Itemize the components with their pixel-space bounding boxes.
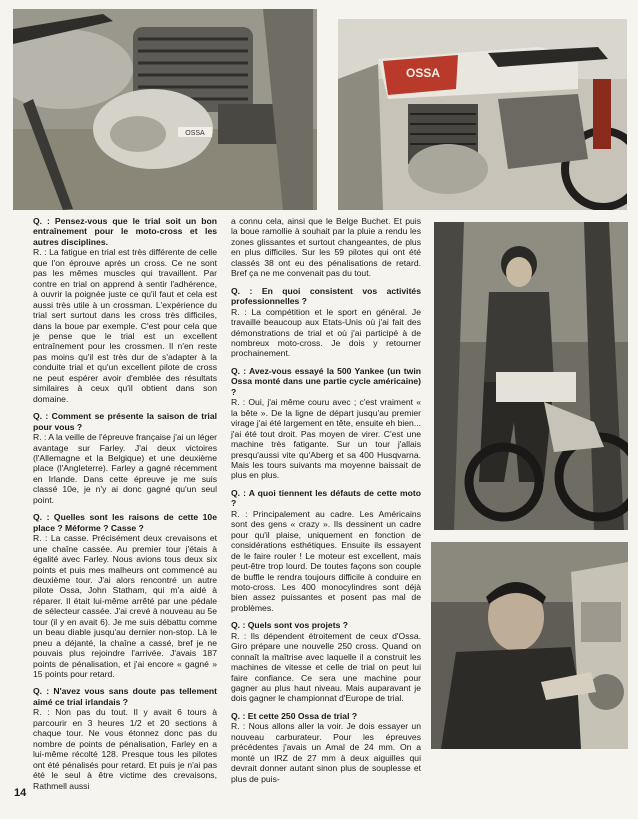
qa-pair (33, 411, 217, 505)
question: Q. : N'avez vous sans doute pas tellement aimé ce trial irlandais ? (33, 686, 217, 707)
qa-pair (33, 216, 217, 404)
answer: R. : La fatigue en trial est très différente de celle que l'on éprouve après un cross. Ce ne sont pas les mêmes muscles qui travaillent. Par contre en trial on apprend à sentir l'adhérence, à ouvrir la poignée juste ce qu'il faut et cela est aussi très utile à un crossman. L'expérience du trial sert surtout dans les cross très difficiles, dans la boue par exemple. C'est pour cela que je pense que le trial est un excellent entraînement pour les crossmen. Il n'en reste pas moins qu'il est très dur de s'adapter à la conduite trial et qu'un excellent pilote de cross ne peut espérer avoir d'emblée des résultats similaires à ceux qu'il obtient dans son domaine. (33, 247, 217, 404)
engine-badge: OSSA (185, 130, 205, 137)
question: Q. : Quels sont vos projets ? (231, 620, 348, 631)
question: Q. : Pensez-vous que le trial soit un bon entraînement pour le moto-cross et les autres disciplines. (33, 216, 217, 247)
photo-mechanic (431, 542, 628, 749)
qa-pair (231, 620, 421, 704)
question: Q. : Et cette 250 Ossa de trial ? (231, 710, 358, 721)
qa-pair (231, 286, 421, 359)
qa-pair (231, 366, 421, 481)
answer: R. : La compétition et le sport en général. Je travaille beaucoup aux Etats-Unis où j'ai fait des démonstrations de trial et où j'ai participé à de nombreux moto-cross. Je dois y retourner prochainement. (231, 306, 421, 359)
qa-pair (231, 711, 421, 784)
answer: a connu cela, ainsi que le Belge Buchet. Et puis la boue ramollie à souhait par la pluie a rendu les zones glissantes et surtout changeantes, de plus en plus difficiles. Sur les 59 pilotes qui ont été classés 38 ont eu des pénalisations de retard. Bref ça ne me convenait pas du tout. (231, 216, 421, 279)
answer: R. : A la veille de l'épreuve française j'ai un léger avantage sur Farley. J'ai deux victoires (l'Allemagne et la Belgique) et une deuxième place (l'Angleterre). Farley a gagné récemment en Irlande. Dans cette épreuve je me suis classé 10e, je n'y ai donc gagné qu'un seul point. (33, 432, 217, 505)
answer: R. : Oui, j'ai même couru avec ; c'est vraiment « la bête ». De la ligne de départ jusqu'au premier virage j'ai été largement en tête, ensuite eh bien... j'ai été tout droit. Pas moyen de virer. C'est une machine très fatigante. Sur un tour j'allais presqu'aussi vite qu'Aberg et sa 400 Husqvarna. Mais les tours suivants ma moyenne baissait de plus en plus. (231, 397, 421, 481)
engine-closeup-image (13, 9, 317, 210)
text-column-left (33, 216, 217, 798)
question: Q. : A quoi tiennent les défauts de cette moto ? (231, 487, 421, 509)
question: Q. : Comment se présente la saison de trial pour vous ? (33, 411, 217, 432)
question: Q. : En quoi consistent vos activités professionnelles ? (231, 285, 421, 307)
qa-pair (33, 686, 217, 791)
answer: R. : Principalement au cadre. Les Américains sont des gens « crazy ». Ils dessinent un cadre pour qu'il plaise, uniquement en fonction de considérations esthétiques. Ensuite ils essayent de le faire rouler ! Le moteur est excellent, mais peut-être trop lourd. De toutes façons son couple de buffle le rendra toujours difficile à conduire en moto-cross. Les 400 monocylindres sont déjà bien assez puissantes et posent pas mal de problèmes. (231, 508, 421, 613)
text-column-middle (231, 216, 421, 791)
rider-image (434, 222, 628, 530)
answer: R. : Non pas du tout. Il y avait 6 tours à parcourir en 3 heures 1/2 et 20 sections à chaque tour. Ne vous étonnez donc pas du nombre de points de pénalisation, Farley en a lui-même récolté 128. Presque tous les pilotes ont été pénalisés pour retard. Et puis je n'ai pas été le seul à être victime des crevaisons, Rathmell aussi (33, 707, 217, 791)
answer: R. : La casse. Précisément deux crevaisons et une chaîne cassée. Au premier tour j'étais à égalité avec Farley. Nous avions tous deux six points et puis mes malheurs ont commencé au deuxième tour. J'ai alors rencontré un autre pilote Ossa, John Statham, qui m'a aidé à réparer. Il était lui-même arrêté par une pédale de sélecteur cassée. J'ai crevé à nouveau au 5e tour (il y en avait 6). Je me suis débattu comme un beau diable jusqu'au dernier non-stop. Là le pneu a déjanté, la chaîne a cassé, bref je ne pouvais plus rejoindre l'arrivée. J'avais 187 points de pénalisation, et j'ai encore « gagné » 15 points pour retard. (33, 533, 217, 680)
continuation-paragraph (231, 216, 421, 279)
answer: R. : Ils dépendent étroitement de ceux d'Ossa. Giro prépare une nouvelle 250 cross. Quand on connaît la maîtrise avec laquelle il a construit les machines de vitesse et celle de trial on peut lui faire confiance. Ce sera une machine pour gagner au plus haut niveau. Mais auparavant je dois gagner le championnat d'Europe de trial. (231, 630, 421, 704)
photo-rider-on-bike (434, 222, 628, 530)
motorcycle-side-image (338, 19, 627, 210)
mechanic-image (431, 542, 628, 749)
photo-engine-closeup (13, 9, 317, 210)
answer: R. : Nous allons aller la voir. Je dois essayer un nouveau carburateur. Pour les épreuves précédentes j'avais un Amal de 24 mm. On a monté un IRZ de 27 mm à deux aiguilles qui devrait donner autant sinon plus de souplesse et plus de puis- (231, 721, 421, 784)
tank-logo: OSSA (405, 66, 441, 80)
photo-motorcycle-side (338, 19, 627, 210)
qa-pair (231, 488, 421, 613)
question: Q. : Avez-vous essayé la 500 Yankee (un twin Ossa monté dans une partie cycle américaine) ? (231, 365, 421, 397)
page-number: 14 (14, 787, 27, 799)
question: Q. : Quelles sont les raisons de cette 10e place ? Méforme ? Casse ? (33, 512, 217, 533)
qa-pair (33, 512, 217, 679)
